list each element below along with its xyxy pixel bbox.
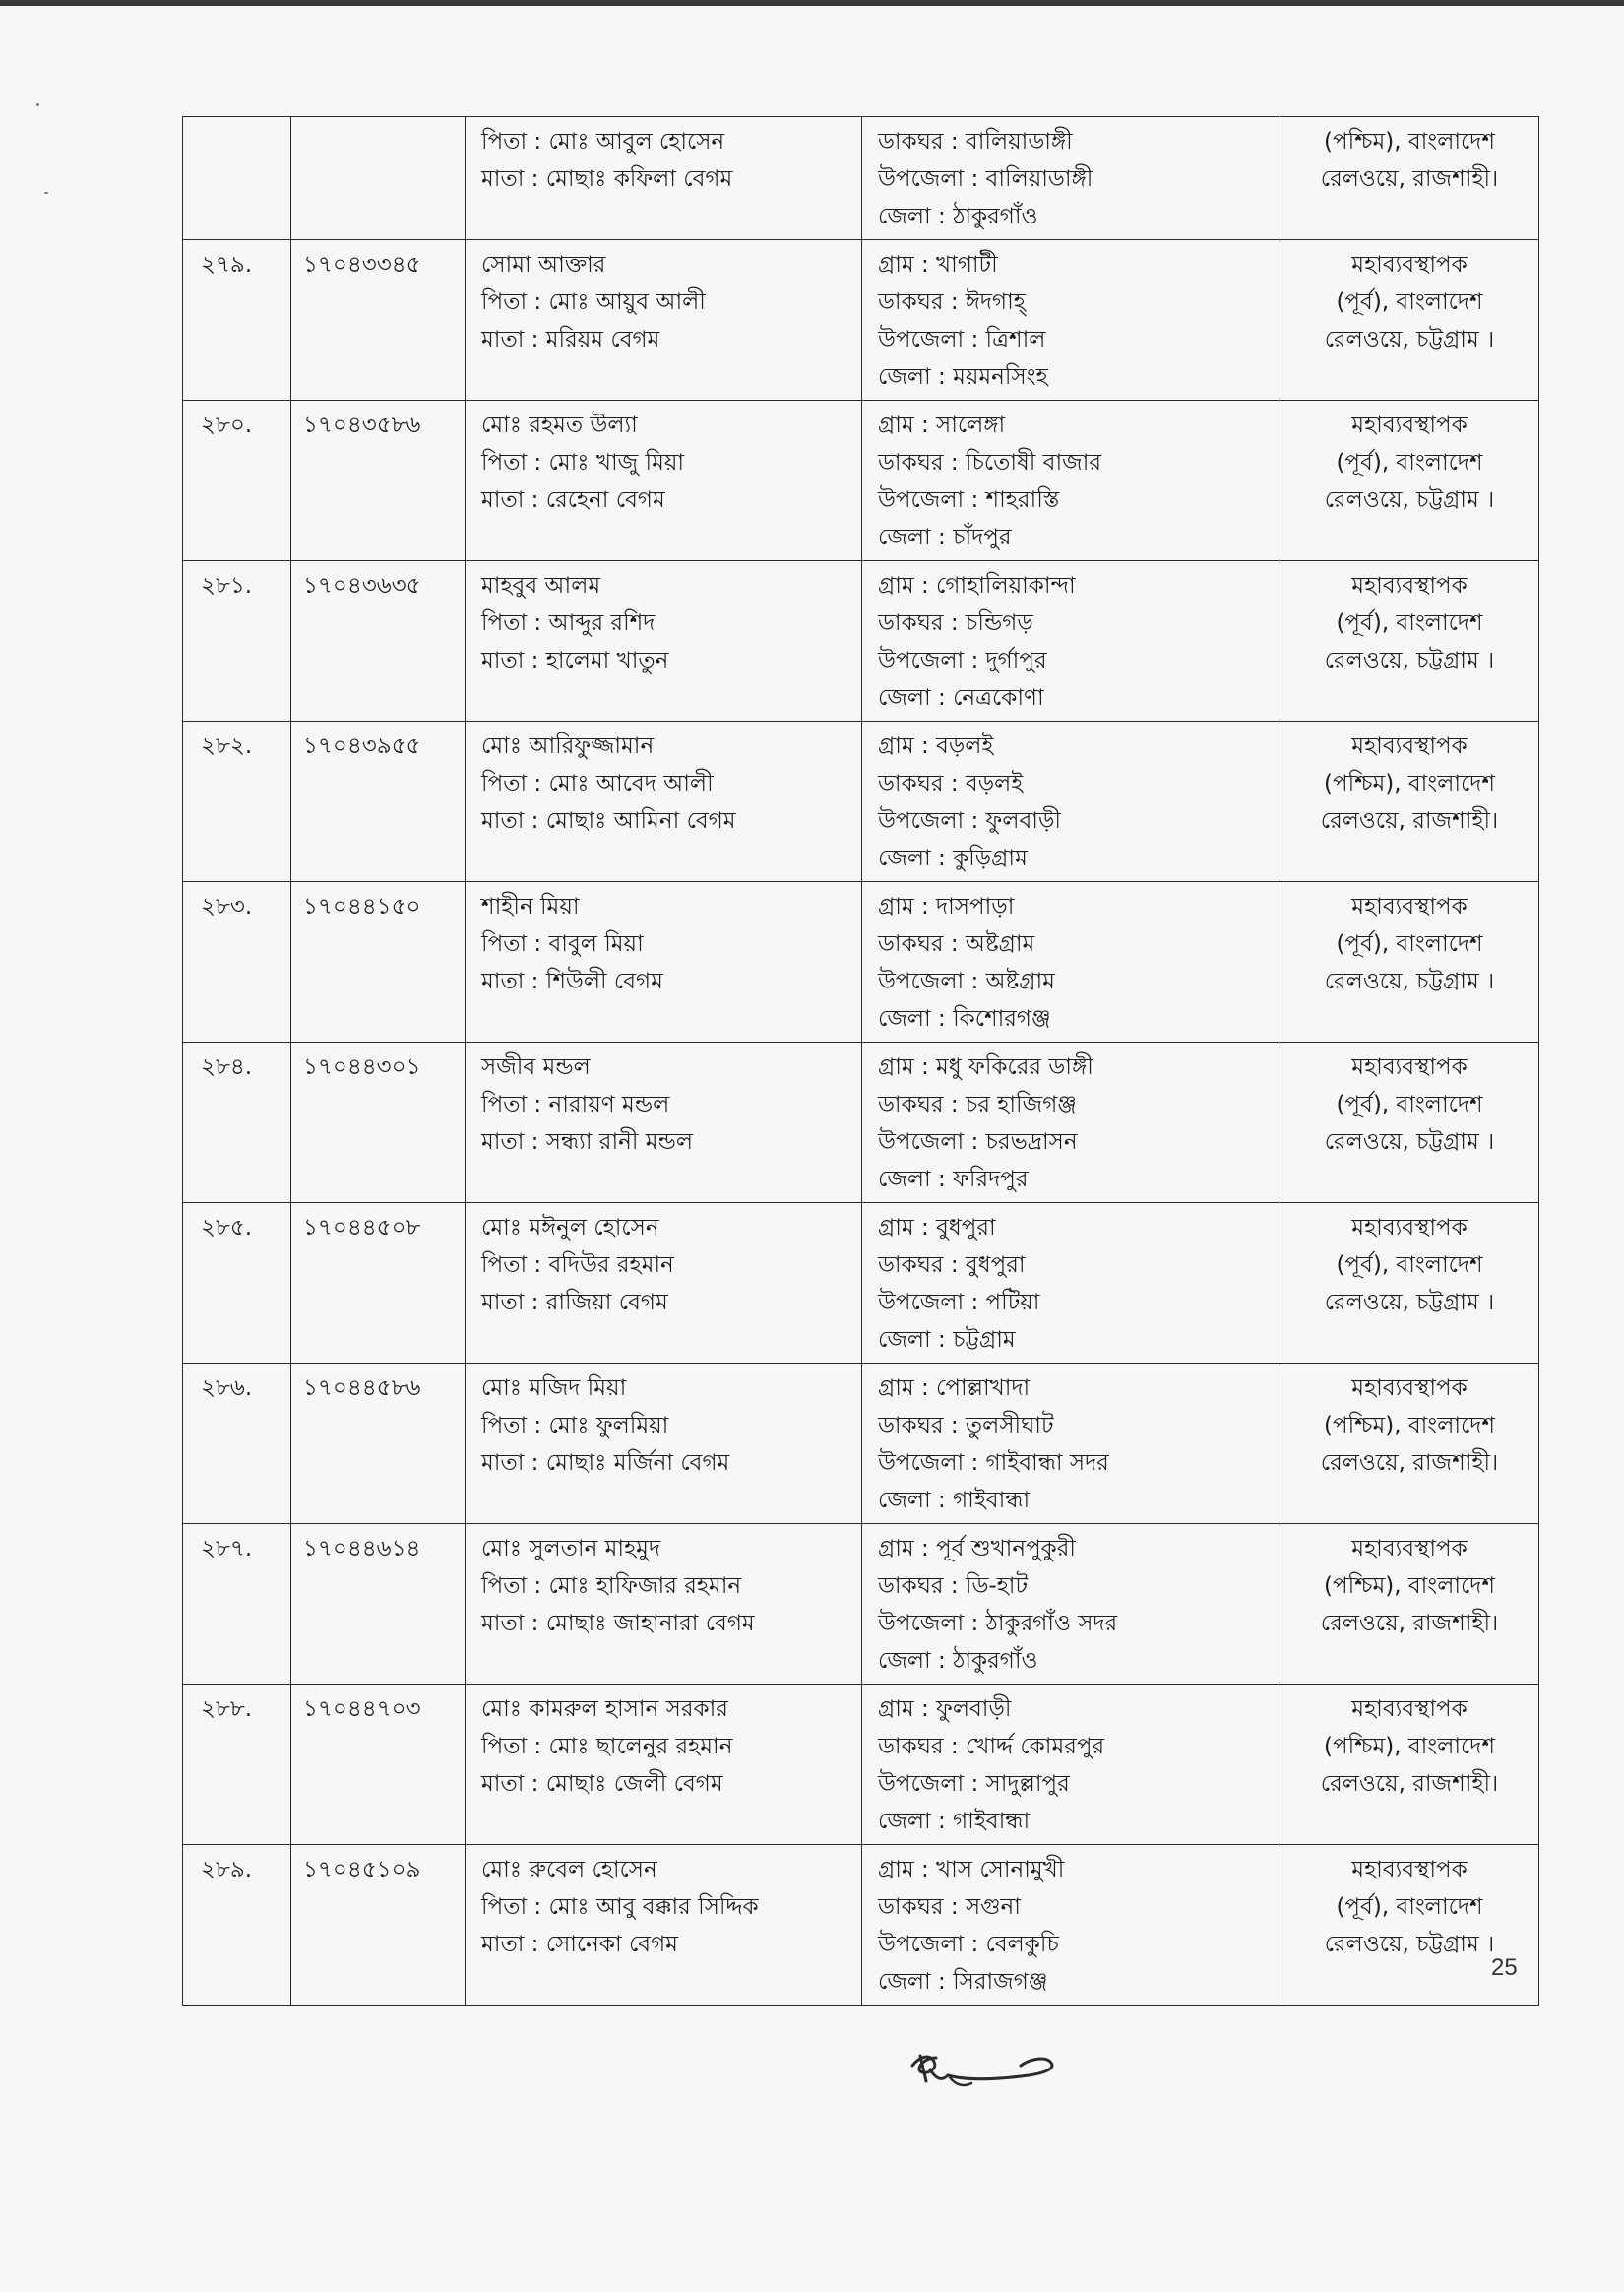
field-roll: ১৭০৪৪৭০৩ [303, 1696, 421, 1722]
field-office1: মহাব্যবস্থাপক [1351, 1857, 1468, 1882]
cell-serial [183, 1685, 291, 1845]
cell-address [862, 561, 1280, 722]
cell-serial [183, 1364, 291, 1524]
field-district: জেলা : গাইবান্ধা [878, 1488, 1031, 1513]
cell-serial [183, 117, 291, 240]
field-father: পিতা : মোঃ আবেদ আলী [481, 771, 714, 796]
cell-office [1280, 561, 1539, 722]
cell-office [1280, 1203, 1539, 1364]
cell-address [862, 117, 1280, 240]
field-father: পিতা : বাবুল মিয়া [481, 931, 644, 957]
cell-office [1280, 240, 1539, 401]
field-name: মাহবুব আলম [481, 573, 601, 599]
cell-roll [291, 1043, 466, 1203]
cell-serial [183, 240, 291, 401]
cell-person [466, 1203, 862, 1364]
scan-speck [36, 103, 39, 106]
cell-serial [183, 1203, 291, 1364]
field-serial: ২৮৬. [201, 1375, 253, 1401]
field-name: মোঃ কামরুল হাসান সরকার [481, 1696, 728, 1722]
field-district: জেলা : ঠাকুরগাঁও [878, 204, 1038, 229]
field-office3: রেলওয়ে, চট্টগ্রাম । [1324, 327, 1495, 352]
field-office1: মহাব্যবস্থাপক [1351, 894, 1468, 920]
field-office1: (পশ্চিম), বাংলাদেশ [1324, 129, 1495, 155]
table-row [183, 240, 1539, 401]
field-mother: মাতা : রেহেনা বেগম [481, 487, 665, 513]
field-upazila: উপজেলা : ঠাকুরগাঁও সদর [878, 1611, 1118, 1636]
field-upazila: উপজেলা : দুর্গাপুর [878, 648, 1047, 673]
field-post: ডাকঘর : তুলসীঘাট [878, 1413, 1054, 1438]
field-upazila: উপজেলা : সাদুল্লাপুর [878, 1771, 1070, 1797]
table-row [183, 561, 1539, 722]
field-mother: মাতা : রাজিয়া বেগম [481, 1290, 668, 1315]
cell-person [466, 882, 862, 1043]
field-post: ডাকঘর : বড়লই [878, 771, 1024, 796]
cell-serial [183, 882, 291, 1043]
field-mother: মাতা : মোছাঃ জেলী বেগম [481, 1771, 723, 1797]
field-district: জেলা : সিরাজগঞ্জ [878, 1969, 1048, 1995]
field-village: গ্রাম : ফুলবাড়ী [878, 1696, 1012, 1722]
field-office1: মহাব্যবস্থাপক [1351, 413, 1468, 438]
table-row [183, 1685, 1539, 1845]
field-office2: (পূর্ব), বাংলাদেশ [1336, 289, 1483, 315]
field-name: মোঃ মজিদ মিয়া [481, 1375, 627, 1401]
field-post: ডাকঘর : চর হাজিগঞ্জ [878, 1092, 1077, 1117]
cell-person [466, 561, 862, 722]
field-district: জেলা : কুড়িগ্রাম [878, 846, 1028, 871]
cell-roll [291, 1524, 466, 1685]
cell-serial [183, 722, 291, 882]
field-office3: রেলওয়ে, রাজশাহী। [1320, 1611, 1499, 1636]
field-district: জেলা : গাইবান্ধা [878, 1809, 1031, 1834]
cell-roll [291, 882, 466, 1043]
field-post: ডাকঘর : চন্ডিগড় [878, 610, 1033, 636]
field-serial: ২৮৫. [201, 1215, 253, 1241]
cell-person [466, 117, 862, 240]
field-mother: মাতা : মরিয়ম বেগম [481, 327, 660, 352]
table-row [183, 401, 1539, 561]
cell-roll [291, 117, 466, 240]
scan-speck [44, 192, 48, 194]
cell-roll [291, 401, 466, 561]
field-serial: ২৮১. [201, 573, 253, 599]
table-row [183, 1203, 1539, 1364]
cell-roll [291, 1845, 466, 2006]
field-mother: মাতা : মোছাঃ আমিনা বেগম [481, 808, 736, 834]
field-serial: ২৮২. [201, 733, 253, 759]
field-village: গ্রাম : মধু ফকিরের ডাঙ্গী [878, 1054, 1093, 1080]
table-row [183, 882, 1539, 1043]
cell-address [862, 722, 1280, 882]
cell-office [1280, 722, 1539, 882]
field-office2: (পূর্ব), বাংলাদেশ [1336, 450, 1483, 476]
field-office2: (পূর্ব), বাংলাদেশ [1336, 931, 1483, 957]
field-roll: ১৭০৪৩৯৫৫ [303, 733, 421, 759]
field-father: পিতা : মোঃ আবু বক্কার সিদ্দিক [481, 1894, 759, 1920]
cell-roll [291, 1685, 466, 1845]
field-post: ডাকঘর : বালিয়াডাঙ্গী [878, 129, 1073, 155]
field-name: মোঃ রহমত উল্যা [481, 413, 638, 438]
field-office1: মহাব্যবস্থাপক [1351, 1054, 1468, 1080]
cell-serial [183, 1043, 291, 1203]
field-office1: মহাব্যবস্থাপক [1351, 252, 1468, 278]
field-office1: মহাব্যবস্থাপক [1351, 1536, 1468, 1561]
field-village: গ্রাম : বড়লই [878, 733, 994, 759]
field-office3: রেলওয়ে, চট্টগ্রাম । [1324, 487, 1495, 513]
field-mother: মাতা : সন্ধ্যা রানী মন্ডল [481, 1129, 694, 1155]
field-village: গ্রাম : খাস সোনামুখী [878, 1857, 1065, 1882]
cell-office [1280, 1685, 1539, 1845]
table-row [183, 1364, 1539, 1524]
field-office2: (পশ্চিম), বাংলাদেশ [1324, 1573, 1495, 1599]
field-upazila: উপজেলা : গাইবান্ধা সদর [878, 1450, 1109, 1476]
field-village: গ্রাম : সালেঙ্গা [878, 413, 1006, 438]
cell-office [1280, 117, 1539, 240]
candidate-table-body [183, 117, 1539, 2006]
cell-office [1280, 1364, 1539, 1524]
cell-roll [291, 561, 466, 722]
field-name: মোঃ আরিফুজ্জামান [481, 733, 655, 759]
field-serial: ২৮৩. [201, 894, 253, 920]
field-office1: মহাব্যবস্থাপক [1351, 1375, 1468, 1401]
cell-address [862, 882, 1280, 1043]
field-village: গ্রাম : পোল্লাখাদা [878, 1375, 1031, 1401]
field-mother: মাতা : মোছাঃ কফিলা বেগম [481, 166, 733, 192]
field-serial: ২৮৪. [201, 1054, 253, 1080]
cell-serial [183, 1524, 291, 1685]
cell-person [466, 1685, 862, 1845]
field-office2: (পশ্চিম), বাংলাদেশ [1324, 1413, 1495, 1438]
cell-roll [291, 1203, 466, 1364]
field-office3: রেলওয়ে, চট্টগ্রাম । [1324, 1129, 1495, 1155]
field-post: ডাকঘর : সগুনা [878, 1894, 1021, 1920]
field-serial: ২৮০. [201, 413, 253, 438]
cell-office [1280, 401, 1539, 561]
field-serial: ২৭৯. [201, 252, 253, 278]
field-office3: রেলওয়ে, চট্টগ্রাম । [1324, 1932, 1495, 1957]
field-father: পিতা : মোঃ আয়ুব আলী [481, 289, 706, 315]
top-border-rule [0, 0, 1624, 6]
field-mother: মাতা : মোছাঃ মর্জিনা বেগম [481, 1450, 730, 1476]
cell-person [466, 1043, 862, 1203]
field-roll: ১৭০৪৫১০৯ [303, 1857, 421, 1882]
field-upazila: উপজেলা : শাহরাস্তি [878, 487, 1060, 513]
field-name: সজীব মন্ডল [481, 1054, 591, 1080]
field-name: শাহীন মিয়া [481, 894, 580, 920]
field-district: জেলা : ময়মনসিংহ [878, 364, 1048, 390]
cell-person [466, 1845, 862, 2006]
field-mother: মাতা : হালেমা খাতুন [481, 648, 669, 673]
field-name: মোঃ সুলতান মাহমুদ [481, 1536, 661, 1561]
field-father: পিতা : আব্দুর রশিদ [481, 610, 656, 636]
field-office3: রেলওয়ে, চট্টগ্রাম । [1324, 1290, 1495, 1315]
field-office2: (পূর্ব), বাংলাদেশ [1336, 1252, 1483, 1278]
field-name: সোমা আক্তার [481, 252, 606, 278]
field-office2: (পশ্চিম), বাংলাদেশ [1324, 771, 1495, 796]
field-office2: রেলওয়ে, রাজশাহী। [1320, 166, 1499, 192]
cell-address [862, 1524, 1280, 1685]
cell-roll [291, 722, 466, 882]
field-serial: ২৮৯. [201, 1857, 253, 1882]
field-name: মোঃ মঈনুল হোসেন [481, 1215, 659, 1241]
field-father: পিতা : মোঃ আবুল হোসেন [481, 129, 725, 155]
field-office1: মহাব্যবস্থাপক [1351, 1696, 1468, 1722]
field-roll: ১৭০৪৪১৫০ [303, 894, 421, 920]
field-village: গ্রাম : দাসপাড়া [878, 894, 1015, 920]
field-post: ডাকঘর : বুধপুরা [878, 1252, 1026, 1278]
field-father: পিতা : মোঃ ছালেনুর রহমান [481, 1734, 733, 1759]
field-father: পিতা : মোঃ ফুলমিয়া [481, 1413, 669, 1438]
field-office3: রেলওয়ে, রাজশাহী। [1320, 1450, 1499, 1476]
field-office3: রেলওয়ে, রাজশাহী। [1320, 1771, 1499, 1797]
cell-serial [183, 401, 291, 561]
field-village: গ্রাম : খাগাটী [878, 252, 998, 278]
field-village: গ্রাম : বুধপুরা [878, 1215, 996, 1241]
page-number: 25 [1491, 1954, 1518, 1981]
candidate-table [182, 116, 1539, 2006]
field-post: ডাকঘর : খোর্দ্দ কোমরপুর [878, 1734, 1105, 1759]
field-district: জেলা : ঠাকুরগাঁও [878, 1648, 1038, 1674]
cell-roll [291, 1364, 466, 1524]
field-mother: মাতা : সোনেকা বেগম [481, 1932, 678, 1957]
cell-address [862, 1364, 1280, 1524]
field-mother: মাতা : শিউলী বেগম [481, 969, 663, 994]
cell-roll [291, 240, 466, 401]
field-roll: ১৭০৪৩৫৮৬ [303, 413, 421, 438]
field-upazila: উপজেলা : বালিয়াডাঙ্গী [878, 166, 1093, 192]
table-row [183, 1043, 1539, 1203]
field-post: ডাকঘর : অষ্টগ্রাম [878, 931, 1035, 957]
field-upazila: উপজেলা : পটিয়া [878, 1290, 1040, 1315]
field-roll: ১৭০৪৩৩৪৫ [303, 252, 421, 278]
table-row [183, 1845, 1539, 2006]
field-office1: মহাব্যবস্থাপক [1351, 733, 1468, 759]
field-upazila: উপজেলা : ত্রিশাল [878, 327, 1046, 352]
cell-address [862, 240, 1280, 401]
field-office3: রেলওয়ে, চট্টগ্রাম । [1324, 969, 1495, 994]
cell-address [862, 401, 1280, 561]
cell-serial [183, 1845, 291, 2006]
cell-office [1280, 1043, 1539, 1203]
field-office2: (পশ্চিম), বাংলাদেশ [1324, 1734, 1495, 1759]
cell-person [466, 240, 862, 401]
field-post: ডাকঘর : ঈদগাহ্ [878, 289, 1026, 315]
cell-address [862, 1203, 1280, 1364]
cell-person [466, 722, 862, 882]
field-father: পিতা : মোঃ হাফিজার রহমান [481, 1573, 742, 1599]
field-mother: মাতা : মোছাঃ জাহানারা বেগম [481, 1611, 755, 1636]
field-office3: রেলওয়ে, চট্টগ্রাম । [1324, 648, 1495, 673]
field-name: মোঃ রুবেল হোসেন [481, 1857, 657, 1882]
field-district: জেলা : চাঁদপুর [878, 525, 1012, 550]
field-office2: (পূর্ব), বাংলাদেশ [1336, 1092, 1483, 1117]
field-district: জেলা : চট্টগ্রাম [878, 1327, 1016, 1353]
cell-office [1280, 1524, 1539, 1685]
cell-serial [183, 561, 291, 722]
field-post: ডাকঘর : ডি-হাট [878, 1573, 1029, 1599]
field-office1: মহাব্যবস্থাপক [1351, 573, 1468, 599]
field-village: গ্রাম : পূর্ব শুখানপুকুরী [878, 1536, 1077, 1561]
field-upazila: উপজেলা : চরভদ্রাসন [878, 1129, 1078, 1155]
field-district: জেলা : কিশোরগঞ্জ [878, 1006, 1051, 1032]
field-post: ডাকঘর : চিতোষী বাজার [878, 450, 1102, 476]
field-serial: ২৮৮. [201, 1696, 253, 1722]
field-office2: (পূর্ব), বাংলাদেশ [1336, 1894, 1483, 1920]
table-row [183, 722, 1539, 882]
field-father: পিতা : মোঃ খাজু মিয়া [481, 450, 685, 476]
cell-address [862, 1845, 1280, 2006]
cell-person [466, 401, 862, 561]
field-upazila: উপজেলা : অষ্টগ্রাম [878, 969, 1055, 994]
field-village: গ্রাম : গোহালিয়াকান্দা [878, 573, 1076, 599]
field-upazila: উপজেলা : বেলকুচি [878, 1932, 1059, 1957]
field-roll: ১৭০৪৪৫৮৬ [303, 1375, 421, 1401]
field-office3: রেলওয়ে, রাজশাহী। [1320, 808, 1499, 834]
cell-office [1280, 882, 1539, 1043]
cell-address [862, 1685, 1280, 1845]
field-father: পিতা : নারায়ণ মন্ডল [481, 1092, 670, 1117]
field-roll: ১৭০৪৪৩০১ [303, 1054, 421, 1080]
cell-address [862, 1043, 1280, 1203]
field-father: পিতা : বদিউর রহমান [481, 1252, 674, 1278]
field-roll: ১৭০৪৩৬৩৫ [303, 573, 421, 599]
field-district: জেলা : নেত্রকোণা [878, 685, 1044, 711]
field-roll: ১৭০৪৪৬১৪ [303, 1536, 421, 1561]
table-row [183, 117, 1539, 240]
field-office2: (পূর্ব), বাংলাদেশ [1336, 610, 1483, 636]
field-roll: ১৭০৪৪৫০৮ [303, 1215, 421, 1241]
signature-icon [891, 2036, 1068, 2105]
table-row [183, 1524, 1539, 1685]
cell-person [466, 1524, 862, 1685]
cell-person [466, 1364, 862, 1524]
field-serial: ২৮৭. [201, 1536, 253, 1561]
field-upazila: উপজেলা : ফুলবাড়ী [878, 808, 1061, 834]
field-office1: মহাব্যবস্থাপক [1351, 1215, 1468, 1241]
field-district: জেলা : ফরিদপুর [878, 1167, 1029, 1192]
